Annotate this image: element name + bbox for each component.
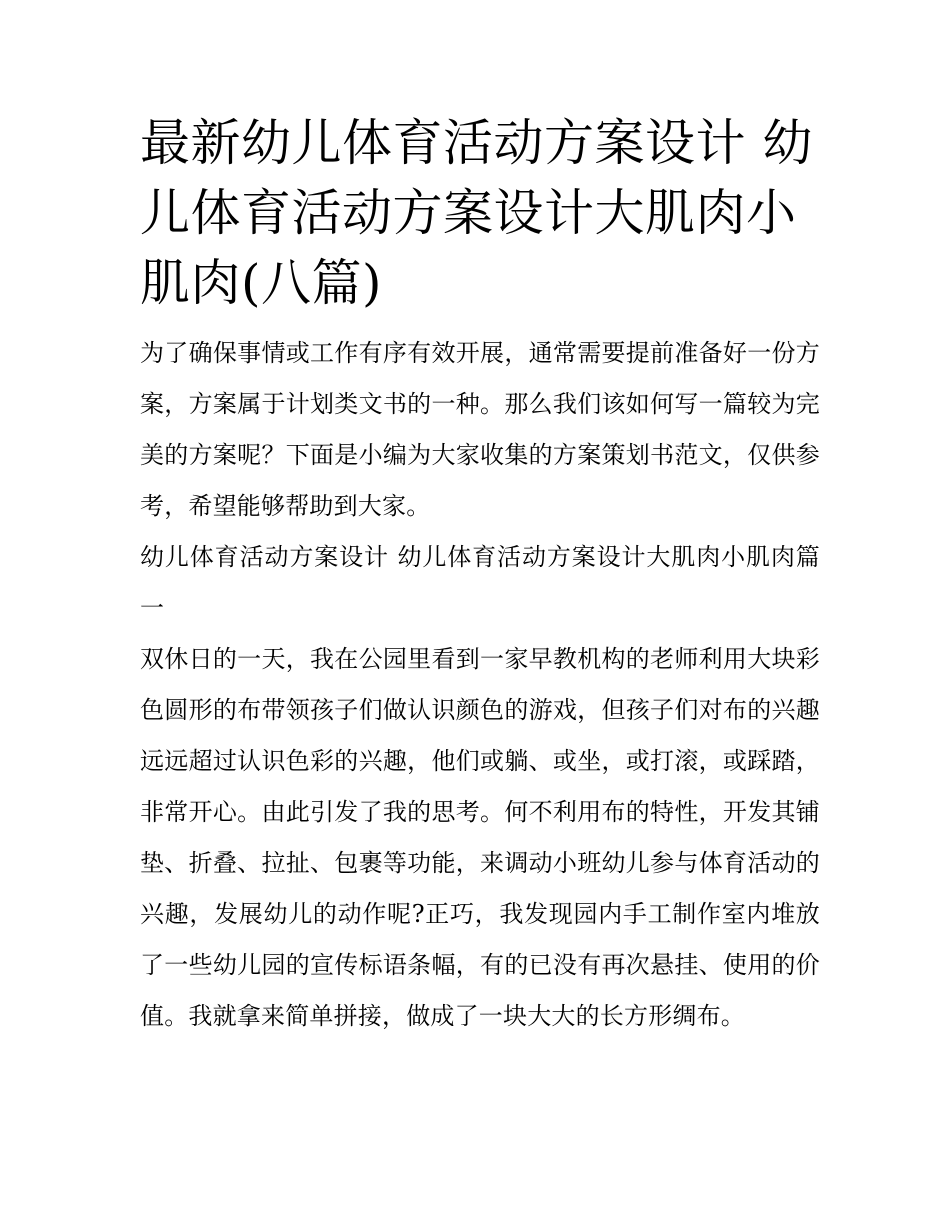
intro-paragraph: 为了确保事情或工作有序有效开展，通常需要提前准备好一份方案，方案属于计划类文书的一种。那么我们该如何写一篇较为完美的方案呢？下面是小编为大家收集的方案策划书范文，仅供参考，希望能够帮助到大家。 bbox=[140, 339, 820, 520]
document-page bbox=[140, 108, 820, 1042]
body-paragraph: 双休日的一天，我在公园里看到一家早教机构的老师利用大块彩色圆形的布带领孩子们做认识颜色的游戏，但孩子们对布的兴趣远远超过认识色彩的兴趣，他们或躺、或坐，或打滚，或踩踏，非常开心。由此引发了我的思考。何不利用布的特性，开发其铺垫、折叠、拉扯、包裹等功能，来调动小班幼儿参与体育活动的兴趣，发展幼儿的动作呢?正巧，我发现园内手工制作室内堆放了一些幼儿园的宣传标语条幅，有的已没有再次悬挂、使用的价值。我就拿来简单拼接，做成了一块大大的长方形绸布。 bbox=[140, 645, 820, 1030]
document-title: 最新幼儿体育活动方案设计 幼儿体育活动方案设计大肌肉小肌肉(八篇) bbox=[140, 114, 813, 312]
section-heading: 幼儿体育活动方案设计 幼儿体育活动方案设计大肌肉小肌肉篇一 bbox=[140, 543, 820, 622]
